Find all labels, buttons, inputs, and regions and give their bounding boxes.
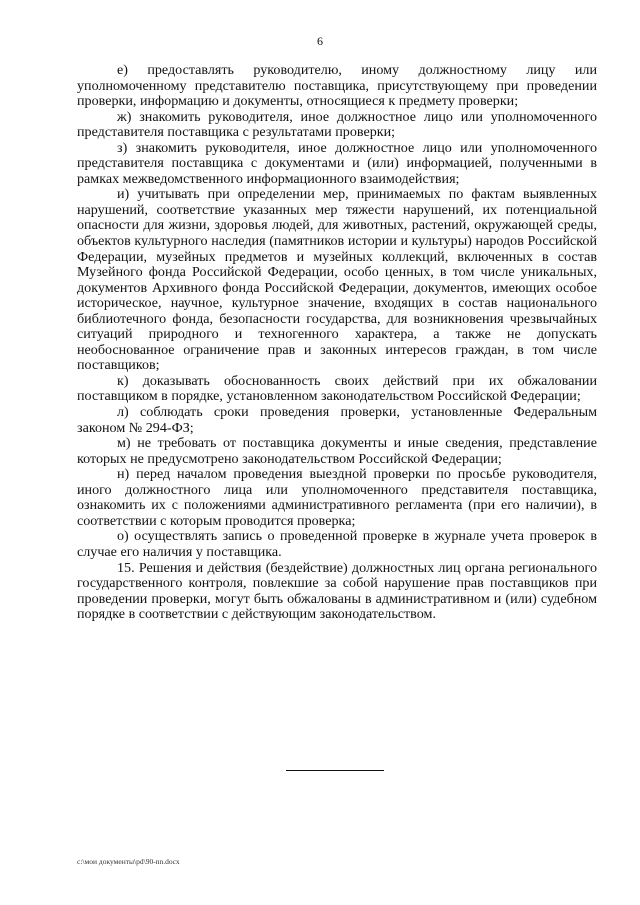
paragraph-z: з) знакомить руководителя, иное должностное лицо или уполномоченного представителя поставщика с документами и (или) информацией, полученными в рамках межведомственного информационного взаимодействия;	[77, 139, 597, 187]
document-body	[77, 63, 597, 623]
paragraph-n: н) перед началом проведения выездной проверки по просьбе руководителя, иного должностного лица или уполномоченного представителя поставщика, ознакомить их с положениями административного регламента (при его наличии), в соответствии с которым проводится проверка;	[77, 466, 597, 529]
page-number: 6	[317, 34, 323, 48]
paragraph-15: 15. Решения и действия (бездействие) должностных лиц органа регионального государственного контроля, повлекшие за собой нарушение прав поставщиков при проведении проверки, могут быть обжалованы в административном и (или) судебном порядке в соответствии с действующим законодательством.	[77, 559, 597, 623]
paragraph-zh: ж) знакомить руководителя, иное должностное лицо или уполномоченного представителя поставщика с результатами проверки;	[77, 108, 597, 141]
paragraph-i: и) учитывать при определении мер, принимаемых по фактам выявленных нарушений, соответствие указанных мер тяжести нарушений, их потенциальной опасности для жизни, здоровья людей, для животных, растений, окружающей среды, объектов культурного наследия (памятников истории и культуры) народов Российской Федерации, музейных предметов и музейных коллекций, включенных в состав Музейного фонда Российской Федерации, особо ценных, в том числе уникальных, документов Архивного фонда Российской Федерации, документов, имеющих особое историческое, научное, культурное значение, входящих в состав национального библиотечного фонда, безопасности государства, для возникновения чрезвычайных ситуаций природного и техногенного характера, а также не допускать необоснованное ограничение прав и законных интересов граждан, в том числе поставщиков;	[77, 186, 597, 374]
paragraph-o: о) осуществлять запись о проведенной проверке в журнале учета проверок в случае его наличия у поставщика.	[77, 528, 597, 560]
paragraph-l: л) соблюдать сроки проведения проверки, установленные Федеральным законом № 294-ФЗ;	[77, 404, 597, 436]
paragraph-k: к) доказывать обоснованность своих действий при их обжаловании поставщиком в порядке, установленном законодательством Российской Федерации;	[77, 372, 597, 405]
footer-file-path: c:\мои документы\pd\90-nn.docx	[77, 857, 180, 866]
paragraph-m: м) не требовать от поставщика документы и иные сведения, представление которых не предусмотрено законодательством Российской Федерации;	[77, 435, 597, 467]
paragraph-e: е) предоставлять руководителю, иному должностному лицу или уполномоченному представителю поставщика, присутствующему при проведении проверки, информацию и документы, относящиеся к предмету проверки;	[77, 62, 597, 110]
closing-rule	[286, 770, 384, 771]
